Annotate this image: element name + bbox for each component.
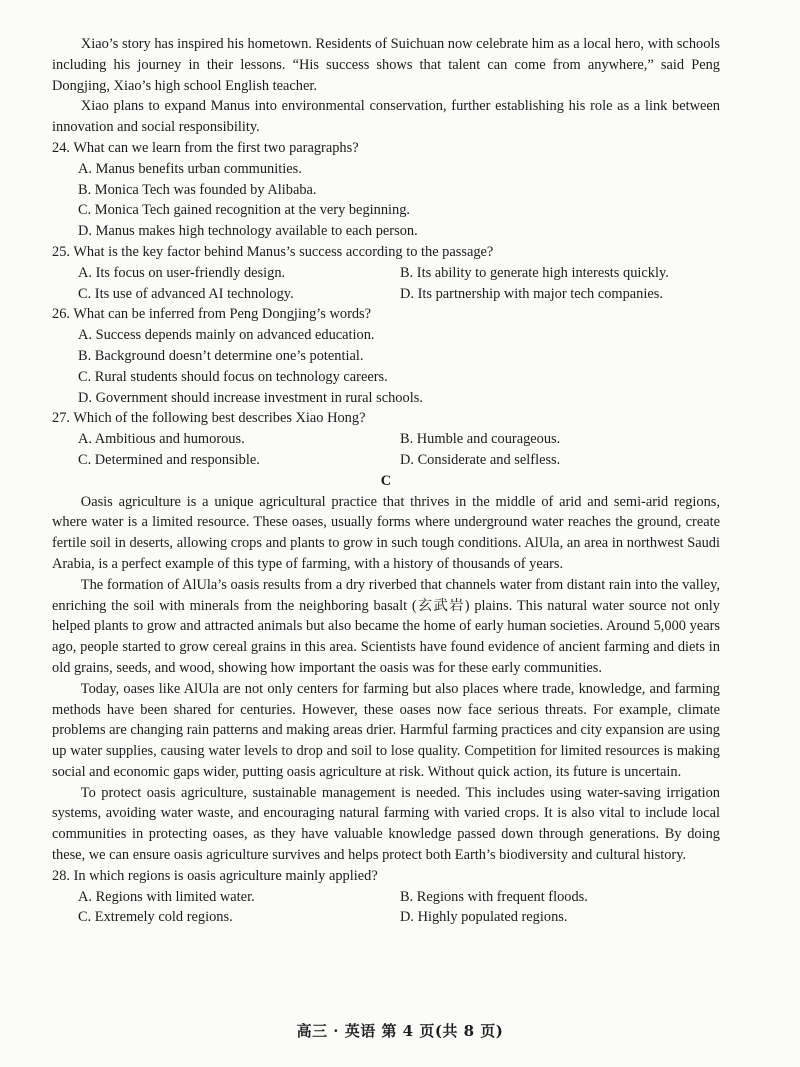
page-footer: 高三 · 英语 第 4 页(共 8 页) [296, 1022, 504, 1040]
question-25-option-d: D. Its partnership with major tech companies. [400, 285, 663, 302]
question-26-option-d: D. Government should increase investment in rural schools. [78, 389, 423, 406]
question-26-option-c: C. Rural students should focus on technology careers. [78, 368, 388, 385]
question-25-stem: 25. What is the key factor behind Manus’s success according to the passage? [52, 243, 494, 260]
question-28-stem: 28. In which regions is oasis agriculture mainly applied? [52, 867, 378, 884]
question-28-option-a: A. Regions with limited water. [78, 888, 255, 905]
page-content [52, 34, 720, 928]
question-28-options-row-2 [52, 907, 720, 928]
question-25-option-c: C. Its use of advanced AI technology. [78, 285, 294, 302]
question-25-option-b: B. Its ability to generate high interests quickly. [400, 264, 669, 281]
question-27-stem: 27. Which of the following best describes Xiao Hong? [52, 410, 366, 427]
question-28-option-c: C. Extremely cold regions. [78, 909, 233, 926]
question-24-option-a: A. Manus benefits urban communities. [78, 160, 302, 177]
question-27-options-row-2 [52, 450, 720, 471]
question-26-stem: 26. What can be inferred from Peng Dongjing’s words? [52, 306, 372, 323]
question-26-option-a: A. Success depends mainly on advanced education. [78, 327, 375, 344]
paragraph: The formation of AlUla’s oasis results from a dry riverbed that channels water from distant rain into the valley, enriching the soil with minerals from the neighboring basalt (玄武岩) plains. This natural water source not only helped plants to grow and attracted animals but also became the home of early human societies. Around 5,000 years ago, people started to grow cereal grains in this area. Scientists have found evidence of ancient farming and diets in old grains, seeds, and wood, showing how important the oasis was for these early communities. [52, 576, 720, 676]
question-27-options-row-1 [52, 429, 720, 450]
question-24-option-d: D. Manus makes high technology available to each person. [78, 223, 418, 240]
question-28-option-b: B. Regions with frequent floods. [400, 888, 588, 905]
question-24-option-b: B. Monica Tech was founded by Alibaba. [78, 181, 317, 198]
question-24-stem: 24. What can we learn from the first two paragraphs? [52, 139, 359, 156]
question-24-option-c: C. Monica Tech gained recognition at the very beginning. [78, 202, 411, 219]
question-25-options-row-1 [52, 263, 720, 284]
question-27-option-c: C. Determined and responsible. [78, 451, 260, 468]
paragraph: Xiao plans to expand Manus into environmental conservation, further establishing his role as a link between innovation and social responsibility. [52, 98, 720, 136]
question-27-option-a: A. Ambitious and humorous. [78, 431, 245, 448]
section-c-title: C [380, 472, 392, 489]
question-28-option-d: D. Highly populated regions. [400, 909, 568, 926]
question-27-option-d: D. Considerate and selfless. [400, 451, 561, 468]
question-25-options-row-2 [52, 284, 720, 305]
paragraph: Today, oases like AlUla are not only centers for farming but also places where trade, knowledge, and farming methods have been shared for centuries. However, these oases now face serious threats. For example, climate problems are changing rain patterns and making areas drier. Harmful farming practices and city expansion are using up water supplies, causing water levels to drop and soil to lose quality. Competition for limited resources is making social and economic gaps wider, putting oasis agriculture at risk. Without quick action, its future is uncertain. [52, 680, 720, 780]
question-26-option-b: B. Background doesn’t determine one’s potential. [78, 347, 364, 364]
paragraph: Oasis agriculture is a unique agricultural practice that thrives in the middle of arid and semi-arid regions, where water is a limited resource. These oases, usually forms where underground water reaches the ground, create fertile soil in deserts, allowing crops and plants to grow in such tough conditions. AlUla, an area in northwest Saudi Arabia, is a perfect example of this type of farming, with a history of thousands of years. [52, 493, 720, 572]
paragraph: Xiao’s story has inspired his hometown. Residents of Suichuan now celebrate him as a local hero, with schools including his journey in their lessons. “His success shows that talent can come from anywhere,” said Peng Dongjing, Xiao’s high school English teacher. [52, 36, 720, 94]
question-28-options-row-1 [52, 887, 720, 908]
question-25-option-a: A. Its focus on user-friendly design. [78, 264, 286, 281]
question-27-option-b: B. Humble and courageous. [400, 431, 561, 448]
paragraph: To protect oasis agriculture, sustainable management is needed. This includes using water-saving irrigation systems, avoiding water waste, and encouraging natural farming with varied crops. It is also vital to include local communities in protecting oases, as they have valuable knowledge passed down through generations. By doing these, we can ensure oasis agriculture survives and helps protect both Earth’s biodiversity and cultural history. [52, 784, 720, 864]
